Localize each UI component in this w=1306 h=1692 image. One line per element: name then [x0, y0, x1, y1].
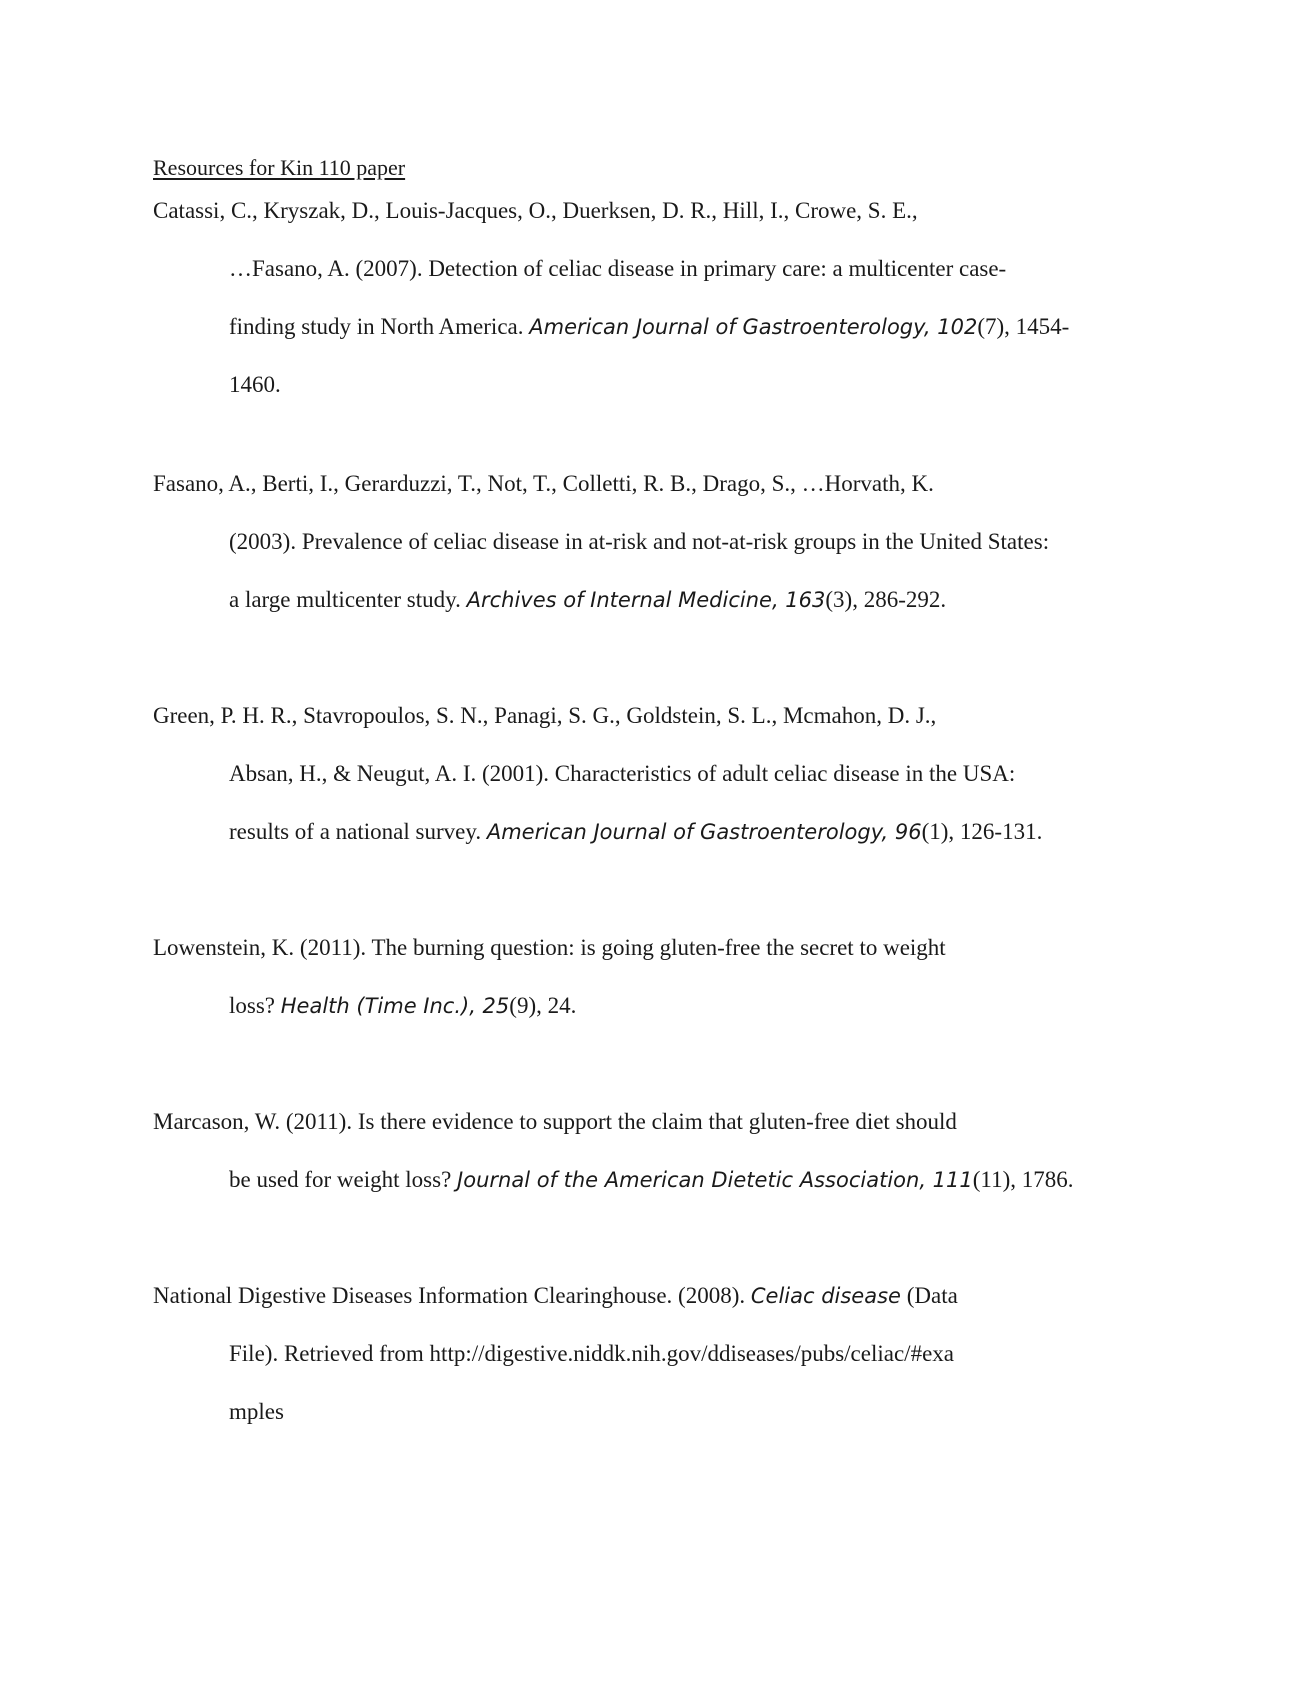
reference-line: mples: [229, 1399, 284, 1424]
reference-line: Green, P. H. R., Stavropoulos, S. N., Panagi, S. G., Goldstein, S. L., Mcmahon, D. J.,: [153, 703, 937, 728]
journal-title: American Journal of Gastroenterology, 96: [486, 820, 922, 844]
reference-line: …Fasano, A. (2007). Detection of celiac disease in primary care: a multicenter case-: [229, 256, 1007, 281]
reference-text: (11), 1786.: [972, 1167, 1074, 1192]
reference-line: 1460.: [229, 372, 281, 397]
reference-line: [153, 1166, 1163, 1224]
reference-line: [153, 1282, 1163, 1340]
reference-text: a large multicenter study.: [229, 587, 467, 612]
reference-text: finding study in North America.: [229, 314, 530, 339]
reference-line: Lowenstein, K. (2011). The burning question: is going gluten-free the secret to weight: [153, 935, 946, 960]
reference-line: Fasano, A., Berti, I., Gerarduzzi, T., Not, T., Colletti, R. B., Drago, S., …Horvath, K.: [153, 471, 934, 496]
reference-line: Marcason, W. (2011). Is there evidence to support the claim that gluten-free diet should: [153, 1109, 957, 1134]
reference-entry-green: [153, 702, 1163, 876]
reference-text: be used for weight loss?: [229, 1167, 458, 1192]
reference-line: (2003). Prevalence of celiac disease in at-risk and not-at-risk groups in the United States:: [229, 529, 1050, 554]
reference-entry-niddk: [153, 1282, 1163, 1456]
reference-line: [153, 992, 1163, 1050]
report-title: Celiac disease: [750, 1284, 901, 1308]
journal-title: Archives of Internal Medicine, 163: [466, 588, 826, 612]
reference-entry-catassi: [153, 197, 1163, 429]
journal-title: American Journal of Gastroenterology, 102: [529, 315, 978, 339]
reference-line: File). Retrieved from http://digestive.niddk.nih.gov/ddiseases/pubs/celiac/#exa: [229, 1341, 954, 1366]
reference-entry-fasano: [153, 470, 1163, 644]
reference-text: loss?: [229, 993, 281, 1018]
reference-entry-marcason: [153, 1108, 1163, 1224]
reference-text: (Data: [900, 1283, 958, 1308]
reference-text: (3), 286-292.: [825, 587, 947, 612]
reference-text: (7), 1454-: [977, 314, 1070, 339]
reference-line: [153, 818, 1163, 876]
reference-text: (9), 24.: [509, 993, 577, 1018]
reference-entry-lowenstein: [153, 934, 1163, 1050]
page-title: Resources for Kin 110 paper: [153, 155, 406, 180]
reference-line: [153, 586, 1163, 644]
reference-line: Absan, H., & Neugut, A. I. (2001). Characteristics of adult celiac disease in the USA:: [229, 761, 1016, 786]
reference-text: results of a national survey.: [229, 819, 487, 844]
journal-title: Journal of the American Dietetic Association, 111: [457, 1168, 973, 1192]
reference-line: [153, 313, 1163, 371]
journal-title: Health (Time Inc.), 25: [280, 994, 510, 1018]
reference-text: National Digestive Diseases Information Clearinghouse. (2008).: [153, 1283, 751, 1308]
reference-line: Catassi, C., Kryszak, D., Louis-Jacques, O., Duerksen, D. R., Hill, I., Crowe, S. E.,: [153, 198, 918, 223]
reference-text: (1), 126-131.: [921, 819, 1043, 844]
